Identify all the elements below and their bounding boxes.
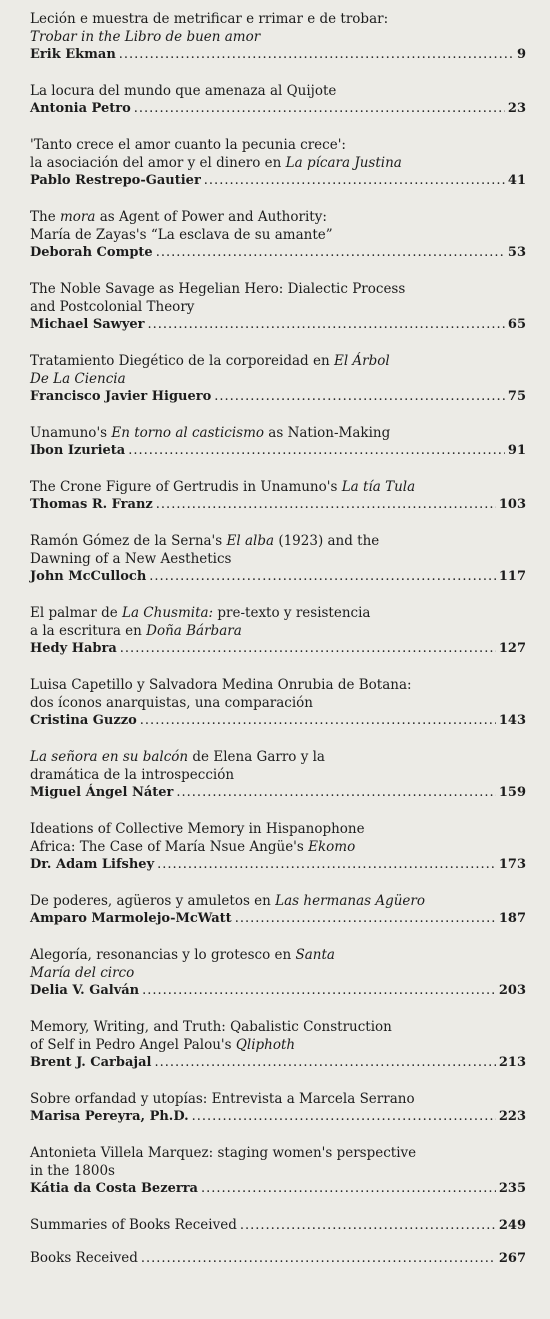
entry-page-number: 235 bbox=[498, 1181, 526, 1196]
dot-leader bbox=[176, 784, 495, 802]
entry-title-italic: La señora en su balcón bbox=[30, 749, 189, 765]
entry-title-text: The bbox=[30, 209, 60, 225]
dot-leader bbox=[204, 172, 505, 190]
entry-author-row bbox=[30, 1108, 526, 1126]
entry-author-row bbox=[30, 856, 526, 874]
entry-title-text: as Nation-Making bbox=[264, 425, 391, 441]
dot-leader bbox=[119, 46, 514, 64]
entry-title-italic: María del circo bbox=[30, 965, 135, 981]
entry-title-line bbox=[30, 280, 526, 298]
dot-leader bbox=[149, 568, 496, 586]
dot-leader bbox=[142, 982, 496, 1000]
entry-page-number: 103 bbox=[498, 497, 526, 512]
toc-entry[interactable] bbox=[30, 208, 526, 262]
entry-title-line bbox=[30, 1162, 526, 1180]
entry-title-text: Africa: The Case of María Nsue Angüe's bbox=[30, 839, 309, 855]
entry-author-row bbox=[30, 982, 526, 1000]
entry-title-text: De poderes, agüeros y amuletos en bbox=[30, 893, 276, 909]
entry-title-italic: Santa bbox=[295, 947, 335, 963]
dot-leader bbox=[148, 316, 505, 334]
extra-label: Books Received bbox=[30, 1250, 138, 1266]
entry-page-number: 187 bbox=[498, 911, 526, 926]
entry-title-line bbox=[30, 676, 526, 694]
entry-title-text: Dawning of a New Aesthetics bbox=[30, 551, 232, 567]
entry-author: Marisa Pereyra, Ph.D. bbox=[30, 1109, 189, 1124]
entry-title-text: Antonieta Villela Marquez: staging women's perspective bbox=[30, 1145, 417, 1161]
entry-title-line bbox=[30, 154, 526, 172]
entry-title-line bbox=[30, 82, 526, 100]
entry-title-line bbox=[30, 892, 526, 910]
entry-title-text: María de Zayas's “La esclava de su amante” bbox=[30, 227, 333, 243]
dot-leader bbox=[240, 1217, 496, 1235]
extra-page-number: 267 bbox=[498, 1251, 526, 1266]
entry-author: Erik Ekman bbox=[30, 47, 116, 62]
entry-title-text: as Agent of Power and Authority: bbox=[95, 209, 327, 225]
entry-page-number: 117 bbox=[498, 569, 526, 584]
entry-title-italic: mora bbox=[59, 209, 96, 225]
dot-leader bbox=[120, 640, 496, 658]
entry-author-row bbox=[30, 46, 526, 64]
entry-title-line bbox=[30, 532, 526, 550]
dot-leader bbox=[214, 388, 505, 406]
dot-leader bbox=[154, 1054, 495, 1072]
toc-entry-extra[interactable] bbox=[30, 1249, 526, 1268]
entry-title-italic: La tía Tula bbox=[341, 479, 416, 495]
dot-leader bbox=[134, 100, 505, 118]
toc-entry[interactable] bbox=[30, 820, 526, 874]
entry-title-line bbox=[30, 1036, 526, 1054]
entry-author-row bbox=[30, 640, 526, 658]
toc-entry[interactable] bbox=[30, 10, 526, 64]
extra-label: Summaries of Books Received bbox=[30, 1217, 237, 1233]
entry-page-number: 213 bbox=[498, 1055, 526, 1070]
toc-entry[interactable] bbox=[30, 676, 526, 730]
dot-leader bbox=[140, 712, 496, 730]
extra-page-number: 249 bbox=[498, 1218, 526, 1233]
dot-leader bbox=[235, 910, 496, 928]
entry-author-row bbox=[30, 172, 526, 190]
entry-author-row bbox=[30, 712, 526, 730]
entry-page-number: 53 bbox=[507, 245, 526, 260]
entry-title-text: Sobre orfandad y utopías: Entrevista a Marcela Serrano bbox=[30, 1091, 415, 1107]
entry-title-text: Luisa Capetillo y Salvadora Medina Onrubia de Botana: bbox=[30, 677, 412, 693]
toc-entry[interactable] bbox=[30, 1090, 526, 1126]
entry-title-line bbox=[30, 820, 526, 838]
toc-entry[interactable] bbox=[30, 946, 526, 1000]
entry-title-text: The Crone Figure of Gertrudis in Unamuno's bbox=[30, 479, 342, 495]
entry-title-italic: En torno al casticismo bbox=[111, 425, 265, 441]
entry-title-line bbox=[30, 550, 526, 568]
entry-title-line bbox=[30, 370, 526, 388]
dot-leader bbox=[192, 1108, 496, 1126]
entry-title-text: and Postcolonial Theory bbox=[30, 299, 195, 315]
entry-author: Kátia da Costa Bezerra bbox=[30, 1181, 198, 1196]
entry-title-text: Unamuno's bbox=[30, 425, 112, 441]
toc-entry[interactable] bbox=[30, 478, 526, 514]
extra-row bbox=[30, 1216, 526, 1235]
entry-author-row bbox=[30, 244, 526, 262]
entry-author: Miguel Ángel Náter bbox=[30, 785, 174, 800]
entry-title-text: dos íconos anarquistas, una comparación bbox=[30, 695, 313, 711]
entry-title-italic: El Árbol bbox=[333, 353, 390, 369]
entry-title-line bbox=[30, 1144, 526, 1162]
entry-author: Pablo Restrepo-Gautier bbox=[30, 173, 201, 188]
entry-author: John McCulloch bbox=[30, 569, 147, 584]
entry-author-row bbox=[30, 100, 526, 118]
entry-title-text: Leción e muestra de metrificar e rrimar e de trobar: bbox=[30, 11, 389, 27]
entry-author-row bbox=[30, 568, 526, 586]
entry-title-text: El palmar de bbox=[30, 605, 122, 621]
entry-author: Francisco Javier Higuero bbox=[30, 389, 212, 404]
entry-page-number: 23 bbox=[507, 101, 526, 116]
entry-title-line bbox=[30, 226, 526, 244]
toc-entry[interactable] bbox=[30, 82, 526, 118]
entry-title-italic: Trobar in the Libro de buen amor bbox=[30, 29, 261, 45]
entry-author-row bbox=[30, 388, 526, 406]
entry-title-text: Ideations of Collective Memory in Hispanophone bbox=[30, 821, 365, 837]
entry-title-italic: Las hermanas Agüero bbox=[275, 893, 425, 909]
entry-title-text: in the 1800s bbox=[30, 1163, 115, 1179]
entry-page-number: 41 bbox=[507, 173, 526, 188]
entry-page-number: 173 bbox=[498, 857, 526, 872]
toc-entry[interactable] bbox=[30, 352, 526, 406]
toc-entry[interactable] bbox=[30, 1144, 526, 1198]
entry-page-number: 9 bbox=[516, 47, 526, 62]
entry-title-italic: La pícara Justina bbox=[285, 155, 402, 171]
entry-title-text: Tratamiento Diegético de la corporeidad en bbox=[30, 353, 334, 369]
entry-author-row bbox=[30, 784, 526, 802]
entry-title-line bbox=[30, 10, 526, 28]
entry-page-number: 75 bbox=[507, 389, 526, 404]
entry-title-line bbox=[30, 1018, 526, 1036]
entry-title-text: 'Tanto crece el amor cuanto la pecunia crece': bbox=[30, 137, 346, 153]
dot-leader bbox=[156, 244, 505, 262]
toc-entry[interactable] bbox=[30, 604, 526, 658]
toc-entry[interactable] bbox=[30, 136, 526, 190]
toc-entry[interactable] bbox=[30, 1018, 526, 1072]
entry-title-line bbox=[30, 838, 526, 856]
entry-author-row bbox=[30, 1054, 526, 1072]
entry-title-text: pre-texto y resistencia bbox=[213, 605, 371, 621]
entry-title-italic: De La Ciencia bbox=[30, 371, 126, 387]
entry-title-line bbox=[30, 694, 526, 712]
entry-author: Ibon Izurieta bbox=[30, 443, 126, 458]
entry-title-line bbox=[30, 136, 526, 154]
entry-author: Thomas R. Franz bbox=[30, 497, 153, 512]
entry-title-line bbox=[30, 298, 526, 316]
entry-page-number: 223 bbox=[498, 1109, 526, 1124]
entry-title-italic: El alba bbox=[226, 533, 275, 549]
dot-leader bbox=[201, 1180, 496, 1198]
entry-author-row bbox=[30, 442, 526, 460]
entry-title-line bbox=[30, 478, 526, 496]
entry-title-text: dramática de la introspección bbox=[30, 767, 235, 783]
toc-entry[interactable] bbox=[30, 280, 526, 334]
entry-author-row bbox=[30, 496, 526, 514]
entry-title-line bbox=[30, 946, 526, 964]
entry-page-number: 143 bbox=[498, 713, 526, 728]
entry-title-line bbox=[30, 208, 526, 226]
entry-title-text: (1923) and the bbox=[274, 533, 380, 549]
entry-title-text: La locura del mundo que amenaza al Quijote bbox=[30, 83, 337, 99]
entry-title-line bbox=[30, 1090, 526, 1108]
entry-title-text: de Elena Garro y la bbox=[188, 749, 325, 765]
dot-leader bbox=[157, 856, 496, 874]
entry-author: Deborah Compte bbox=[30, 245, 153, 260]
entry-page-number: 159 bbox=[498, 785, 526, 800]
entry-author: Antonia Petro bbox=[30, 101, 131, 116]
entry-title-line bbox=[30, 28, 526, 46]
entry-title-italic: Doña Bárbara bbox=[146, 623, 242, 639]
entry-title-line bbox=[30, 766, 526, 784]
entry-title-text: The Noble Savage as Hegelian Hero: Dialectic Process bbox=[30, 281, 406, 297]
entry-author: Michael Sawyer bbox=[30, 317, 145, 332]
dot-leader bbox=[156, 496, 496, 514]
entry-title-italic: Ekomo bbox=[308, 839, 356, 855]
entry-author: Dr. Adam Lifshey bbox=[30, 857, 155, 872]
entry-page-number: 65 bbox=[507, 317, 526, 332]
entry-page-number: 127 bbox=[498, 641, 526, 656]
entry-author: Cristina Guzzo bbox=[30, 713, 137, 728]
entry-author: Hedy Habra bbox=[30, 641, 117, 656]
entry-title-italic: La Chusmita: bbox=[122, 605, 214, 621]
entry-title-line bbox=[30, 622, 526, 640]
toc-entry[interactable] bbox=[30, 892, 526, 928]
entry-author-row bbox=[30, 910, 526, 928]
extra-row bbox=[30, 1249, 526, 1268]
entry-author-row bbox=[30, 1180, 526, 1198]
entry-author: Amparo Marmolejo-McWatt bbox=[30, 911, 232, 926]
toc-list bbox=[30, 10, 526, 1282]
entry-title-text: Ramón Gómez de la Serna's bbox=[30, 533, 227, 549]
entry-page-number: 203 bbox=[498, 983, 526, 998]
dot-leader bbox=[141, 1250, 496, 1268]
entry-author-row bbox=[30, 316, 526, 334]
entry-title-line bbox=[30, 748, 526, 766]
entry-author: Brent J. Carbajal bbox=[30, 1055, 152, 1070]
entry-title-italic: Qliphoth bbox=[235, 1037, 296, 1053]
entry-author: Delia V. Galván bbox=[30, 983, 140, 998]
entry-title-text: Alegoría, resonancias y lo grotesco en bbox=[30, 947, 296, 963]
entry-title-text: a la escritura en bbox=[30, 623, 147, 639]
toc-entry[interactable] bbox=[30, 424, 526, 460]
entry-title-line bbox=[30, 964, 526, 982]
entry-title-line bbox=[30, 352, 526, 370]
toc-entry-extra[interactable] bbox=[30, 1216, 526, 1235]
toc-entry[interactable] bbox=[30, 748, 526, 802]
entry-page-number: 91 bbox=[507, 443, 526, 458]
dot-leader bbox=[128, 442, 505, 460]
entry-title-text: Memory, Writing, and Truth: Qabalistic Construction bbox=[30, 1019, 392, 1035]
entry-title-text: of Self in Pedro Angel Palou's bbox=[30, 1037, 236, 1053]
toc-entry[interactable] bbox=[30, 532, 526, 586]
entry-title-line bbox=[30, 424, 526, 442]
entry-title-text: la asociación del amor y el dinero en bbox=[30, 155, 286, 171]
entry-title-line bbox=[30, 604, 526, 622]
